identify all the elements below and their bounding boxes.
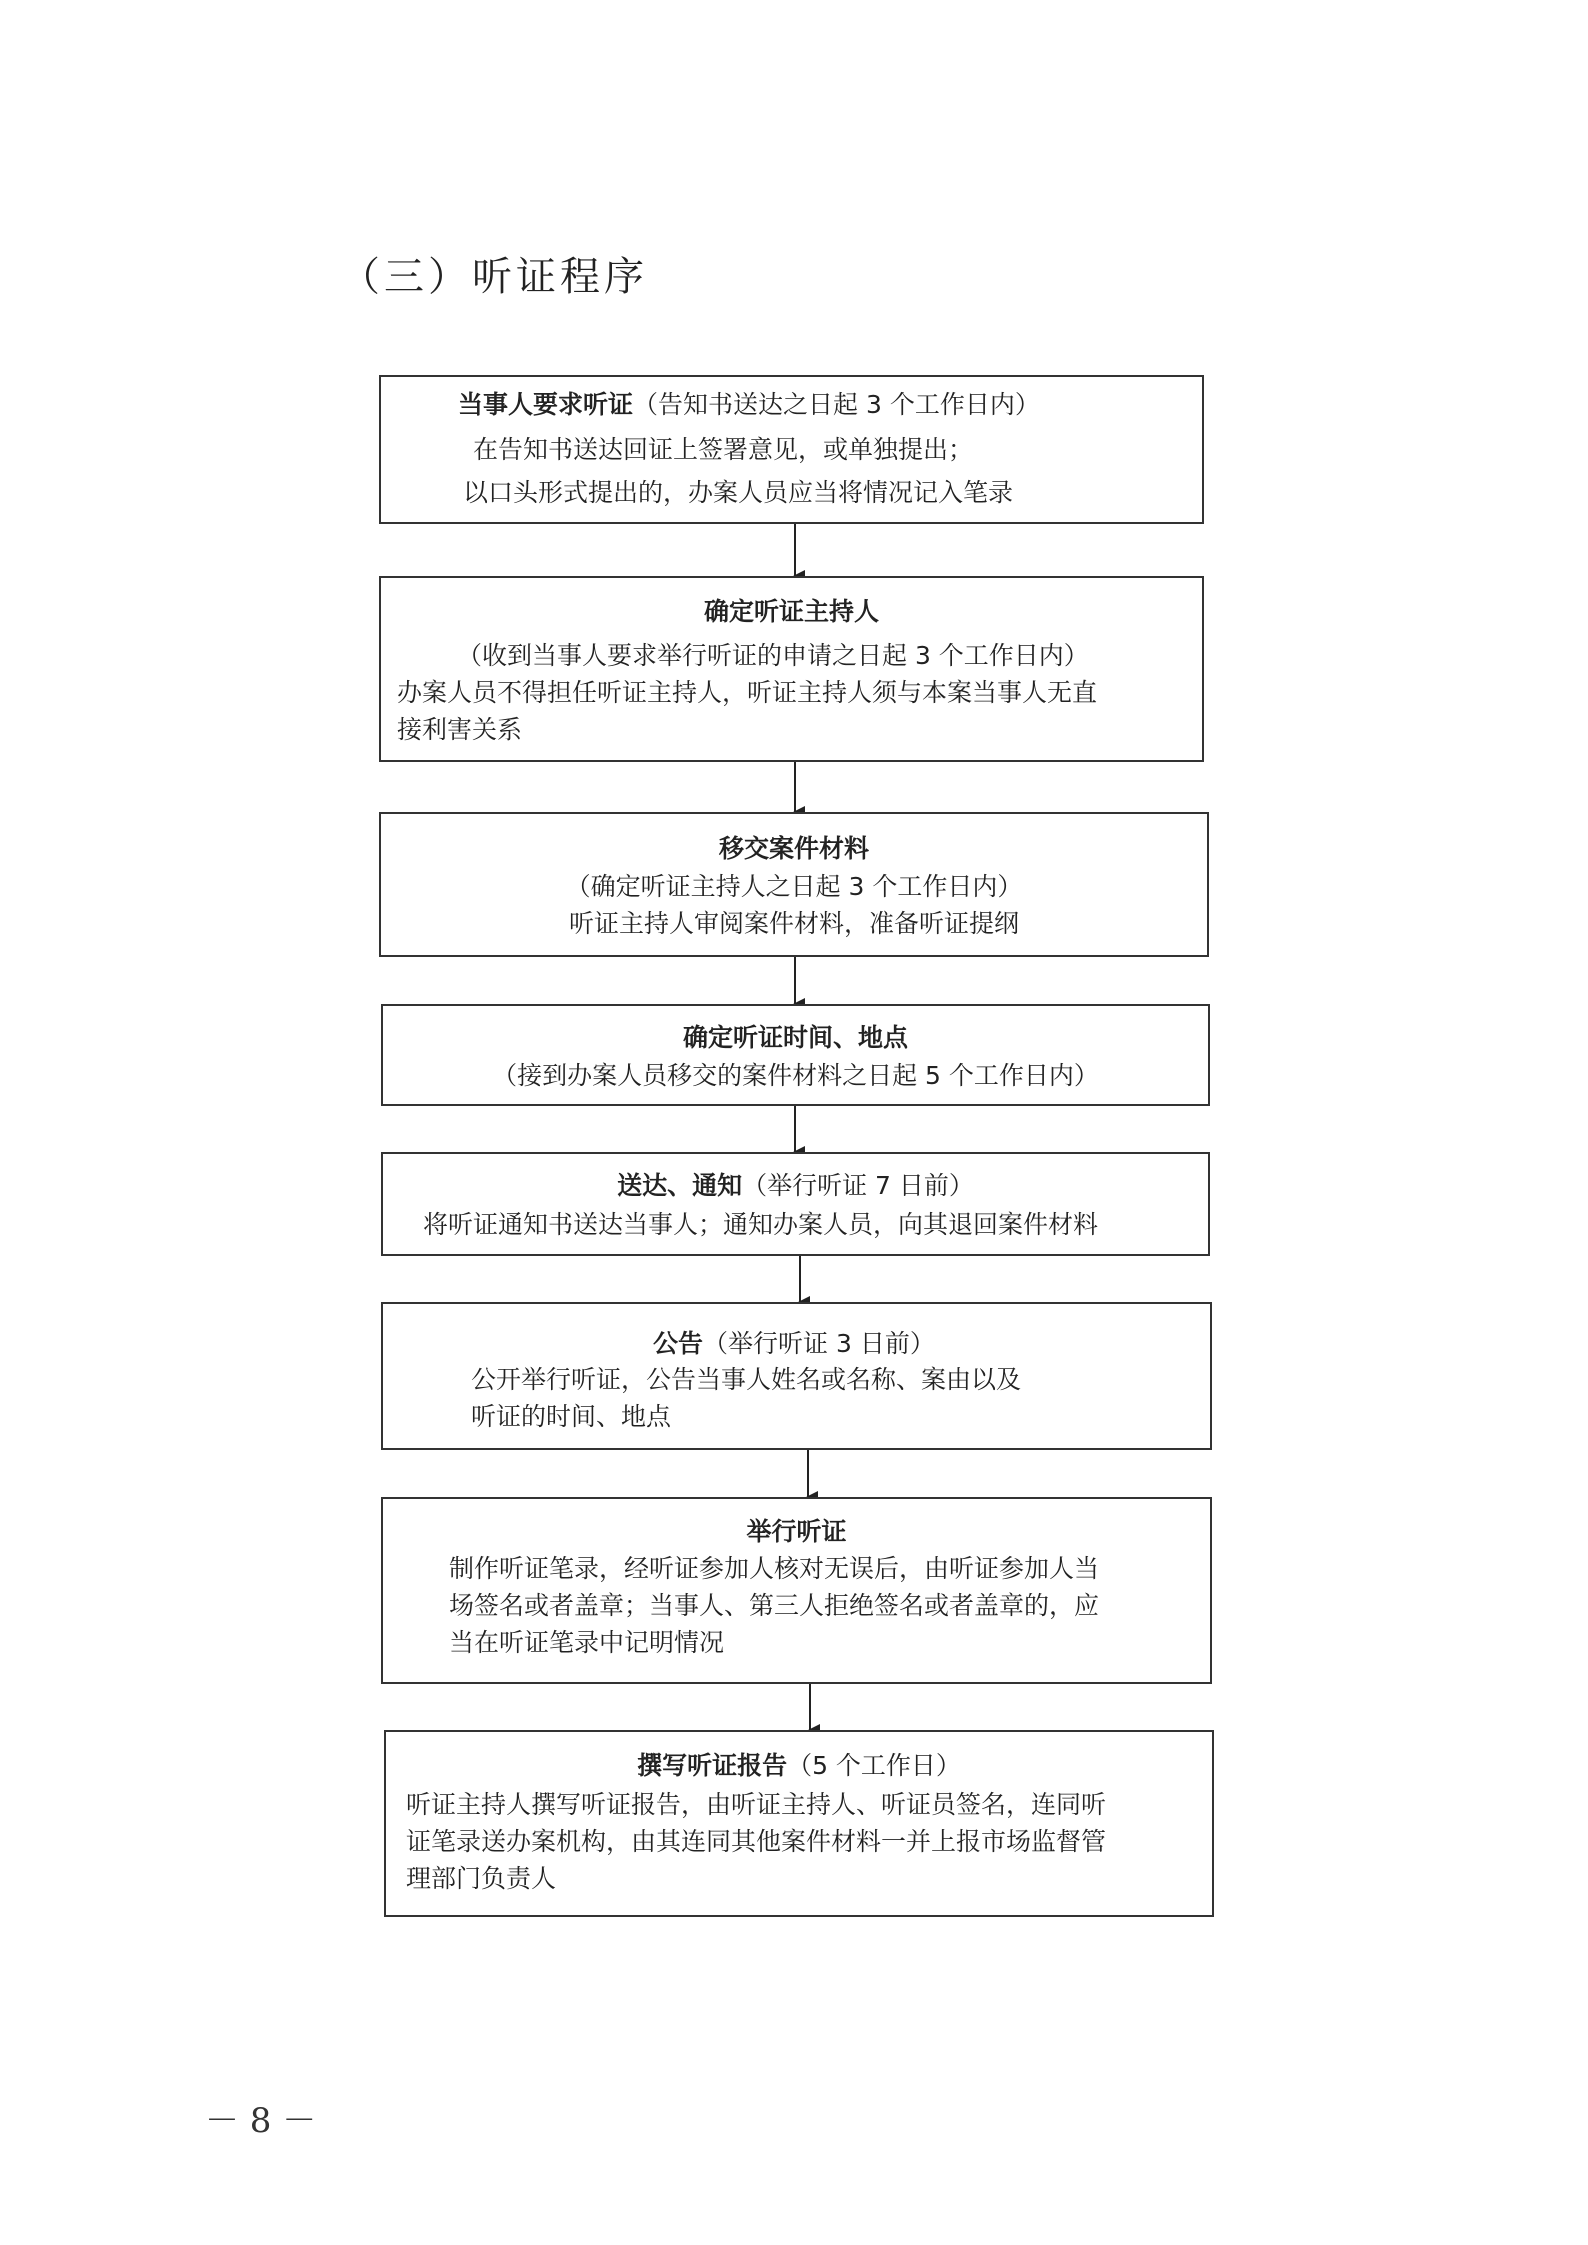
step-announcement <box>381 1302 1212 1450</box>
step-hold-hearing <box>381 1497 1212 1684</box>
step-deadline: （收到当事人要求举行听证的申请之日起 3 个工作日内） <box>457 641 1089 670</box>
step-deadline: （接到办案人员移交的案件材料之日起 5 个工作日内） <box>492 1061 1099 1090</box>
step-title-line <box>653 1326 935 1362</box>
step-title-line <box>458 387 1040 423</box>
step-detail: 证笔录送办案机构，由其连同其他案件材料一并上报市场监督管 <box>406 1827 1107 1856</box>
step-deadline: （确定听证主持人之日起 3 个工作日内） <box>565 872 1023 901</box>
step-set-time-place <box>381 1004 1210 1106</box>
step-detail: 听证主持人撰写听证报告，由听证主持人、听证员签名，连同听 <box>406 1790 1107 1819</box>
step-detail: 听证的时间、地点 <box>471 1402 672 1431</box>
step-determine-host <box>379 576 1204 762</box>
step-title: 撰写听证报告 <box>637 1751 788 1780</box>
step-deadline: （告知书送达之日起 3 个工作日内） <box>633 390 1040 419</box>
step-detail: 接利害关系 <box>397 715 523 744</box>
step-deadline: （举行听证 7 日前） <box>742 1171 974 1200</box>
step-detail: 听证主持人审阅案件材料，准备听证提纲 <box>568 909 1019 938</box>
step-deadline: （举行听证 3 日前） <box>703 1329 935 1358</box>
step-title: 确定听证时间、地点 <box>682 1023 908 1052</box>
page-number: － 8 － <box>205 2101 317 2141</box>
step-detail: 在告知书送达回证上签署意见，或单独提出； <box>473 435 974 464</box>
step-request-hearing <box>379 375 1204 524</box>
step-detail: 将听证通知书送达当事人；通知办案人员，向其退回案件材料 <box>423 1210 1099 1239</box>
step-title: 移交案件材料 <box>718 834 869 863</box>
step-detail: 办案人员不得担任听证主持人，听证主持人须与本案当事人无直 <box>397 678 1098 707</box>
step-detail: 场签名或者盖章；当事人、第三人拒绝签名或者盖章的，应 <box>449 1591 1100 1620</box>
step-write-report <box>384 1730 1214 1917</box>
step-transfer-materials <box>379 812 1209 957</box>
step-title: 当事人要求听证 <box>458 390 634 419</box>
step-title: 送达、通知 <box>617 1171 743 1200</box>
step-detail: 以口头形式提出的，办案人员应当将情况记入笔录 <box>463 478 1014 507</box>
step-title-line <box>386 1748 1212 1784</box>
step-deadline: （5 个工作日） <box>787 1751 961 1780</box>
step-title: 公告 <box>653 1329 704 1358</box>
step-deliver-notify <box>381 1152 1210 1256</box>
step-detail: 公开举行听证，公告当事人姓名或名称、案由以及 <box>471 1365 1022 1394</box>
step-title: 确定听证主持人 <box>703 597 879 626</box>
step-detail: 当在听证笔录中记明情况 <box>449 1628 725 1657</box>
section-heading: （三）听证程序 <box>340 254 648 300</box>
step-title: 举行听证 <box>746 1517 847 1546</box>
step-title-line <box>383 1168 1208 1204</box>
step-detail: 制作听证笔录，经听证参加人核对无误后，由听证参加人当 <box>449 1554 1100 1583</box>
step-detail: 理部门负责人 <box>406 1864 557 1893</box>
